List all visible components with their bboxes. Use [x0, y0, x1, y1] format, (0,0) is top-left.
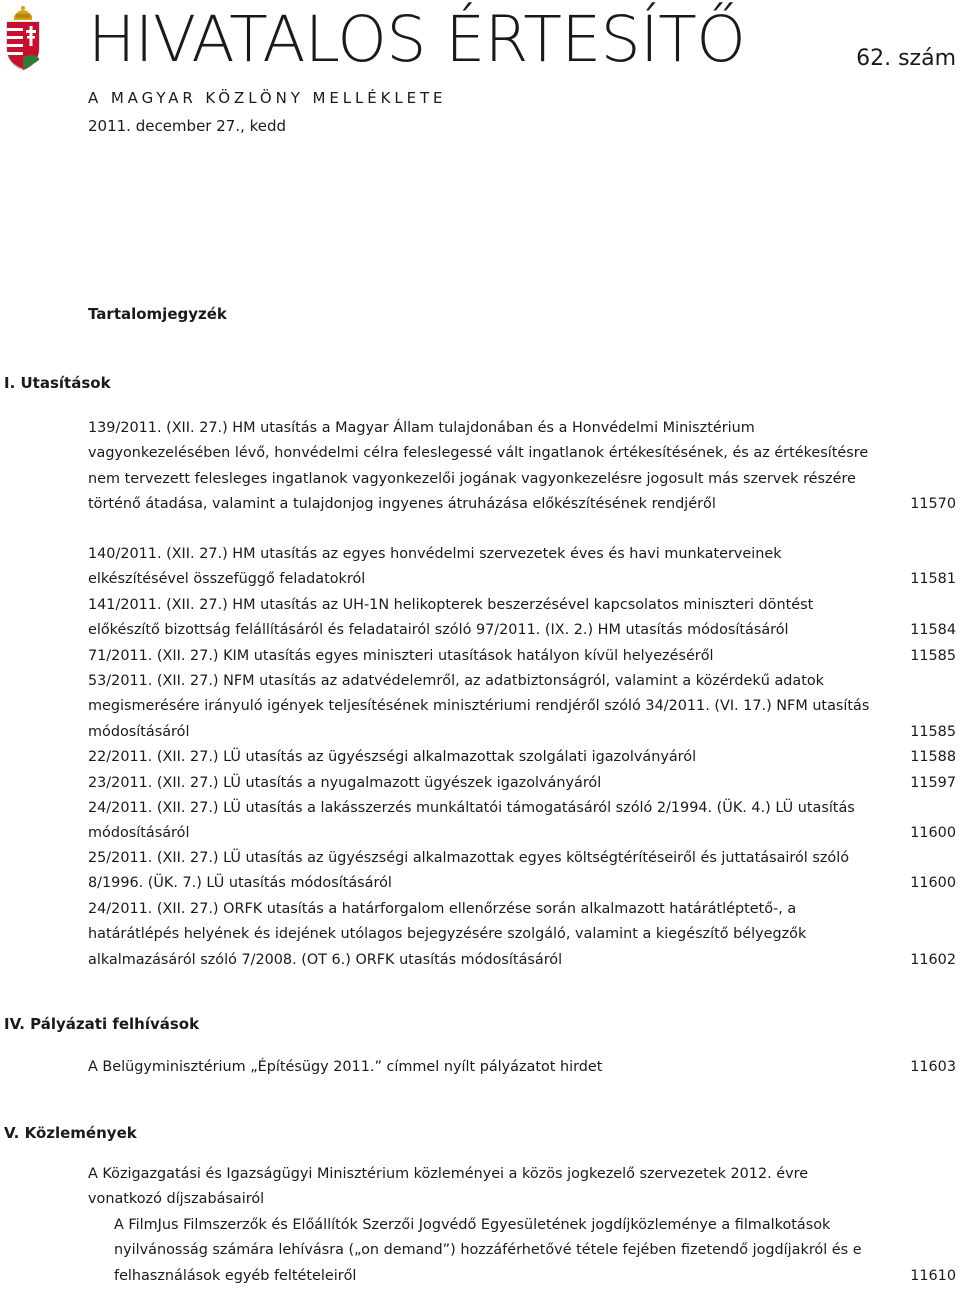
toc-entry-text: 139/2011. (XII. 27.) HM utasítás a Magyar Állam tulajdonában és a Honvédelmi Minisztérium vagyonkezelésében lévő, honvédelmi célra feleslegessé vált ingatlanok értékesítésének, és az értékesítésre nem tervezett felesleges ingatlanok vagyonkezelői jogának vagyonkezelésre jogosult más szervek részére történő átadása, valamint a tulajdonjog ingyenes átruházása előkészítésének rendjéről — [88, 420, 869, 512]
toc-entry[interactable] — [88, 1162, 956, 1213]
toc-entry-text: 24/2011. (XII. 27.) ORFK utasítás a határforgalom ellenőrzése során alkalmazott határátléptető-, a határátlépés helyének és idejének utólagos bejegyzésére szolgáló, valamint a kiegészítő bélyegzők alkalmazásáról szóló 7/2008. (OT 6.) ORFK utasítás módosításáról — [88, 901, 807, 968]
publication-date: 2011. december 27., kedd — [88, 117, 287, 135]
toc-entry-page: 11603 — [910, 1059, 956, 1075]
toc-entry[interactable] — [88, 593, 956, 644]
toc-entry-text: 24/2011. (XII. 27.) LÜ utasítás a lakásszerzés munkáltatói támogatásáról szóló 2/1994. (ÜK. 4.) LÜ utasítás módosításáról — [88, 800, 855, 842]
toc-entry[interactable] — [88, 846, 956, 897]
toc-entry[interactable] — [114, 1213, 956, 1289]
toc-entry-page: 11600 — [910, 875, 956, 892]
coat-of-arms-icon — [4, 2, 42, 72]
toc-entry-page: 11588 — [910, 749, 956, 765]
toc-entry-text: A Közigazgatási és Igazságügyi Minisztérium közleményei a közös jogkezelő szervezetek 2012. évre vonatkozó díjszabásairól — [88, 1166, 809, 1208]
publication-subtitle: A MAGYAR KÖZLÖNY MELLÉKLETE — [88, 89, 447, 107]
section-heading-utasitasok: I. Utasítások — [4, 374, 111, 392]
toc-entry[interactable] — [88, 416, 956, 517]
section-heading-palyazati-felhivasok: IV. Pályázati felhívások — [4, 1015, 200, 1033]
toc-title: Tartalomjegyzék — [88, 305, 227, 323]
toc-entry-text: 141/2011. (XII. 27.) HM utasítás az UH-1N helikopterek beszerzésével kapcsolatos miniszteri döntést előkészítő bizottság felállításáról és feladatairól szóló 97/2011. (IX. 2.) HM utasítás módosításáról — [88, 597, 814, 639]
publication-title: HIVATALOS ÉRTESÍTŐ — [88, 3, 746, 76]
toc-entry-text: A FilmJus Filmszerzők és Előállítók Szerzői Jogvédő Egyesületének jogdíjközleménye a filmalkotások nyilvánosság számára lehívásra („on demand”) hozzáférhetővé tétele fejében fizetendő jogdíjakról és e felhasználások egyéb feltételeiről — [114, 1217, 862, 1284]
toc-entry-text: 22/2011. (XII. 27.) LÜ utasítás az ügyészségi alkalmazottak szolgálati igazolványáról — [88, 749, 697, 765]
toc-entry-page: 11597 — [910, 775, 956, 791]
toc-entry-page: 11600 — [910, 825, 956, 842]
toc-entry[interactable] — [88, 745, 956, 770]
toc-entry-text: 23/2011. (XII. 27.) LÜ utasítás a nyugalmazott ügyészek igazolványáról — [88, 775, 602, 791]
toc-entry[interactable] — [88, 644, 956, 669]
toc-entry[interactable] — [88, 542, 956, 593]
toc-entry-text: A Belügyminisztérium „Építésügy 2011.” címmel nyílt pályázatot hirdet — [88, 1059, 603, 1075]
toc-entry[interactable] — [88, 796, 956, 847]
section-heading-kozlemenyek: V. Közlemények — [4, 1124, 137, 1142]
toc-entry-page: 11585 — [910, 723, 956, 740]
toc-entry-text: 25/2011. (XII. 27.) LÜ utasítás az ügyészségi alkalmazottak egyes költségtérítéseiről és juttatásairól szóló 8/1996. (ÜK. 7.) LÜ utasítás módosításáról — [88, 850, 850, 892]
toc-entry-page: 11570 — [910, 495, 956, 512]
issue-number: 62. szám — [856, 46, 956, 71]
toc-entry-text: 53/2011. (XII. 27.) NFM utasítás az adatvédelemről, az adatbiztonságról, valamint a közérdekű adatok megismerésére irányuló igények teljesítésének minisztériumi rendjéről szóló 34/2011. (VI. 17.) NFM utasítás módosításáról — [88, 673, 870, 740]
toc-entry-page: 11585 — [910, 648, 956, 664]
toc-entry-page: 11610 — [910, 1267, 956, 1284]
toc-entry-text: 71/2011. (XII. 27.) KIM utasítás egyes miniszteri utasítások hatályon kívül helyezéséről — [88, 648, 714, 664]
toc-entry-text: 140/2011. (XII. 27.) HM utasítás az egyes honvédelmi szervezetek éves és havi munkaterveinek elkészítésével összefüggő feladatokról — [88, 546, 782, 588]
toc-entry[interactable] — [88, 771, 956, 796]
toc-entry[interactable] — [88, 1055, 956, 1080]
toc-entry-page: 11581 — [910, 571, 956, 588]
toc-entry-page: 11584 — [910, 622, 956, 639]
toc-entry[interactable] — [88, 669, 956, 745]
toc-entry-page: 11602 — [910, 951, 956, 968]
toc-entry[interactable] — [88, 897, 956, 973]
